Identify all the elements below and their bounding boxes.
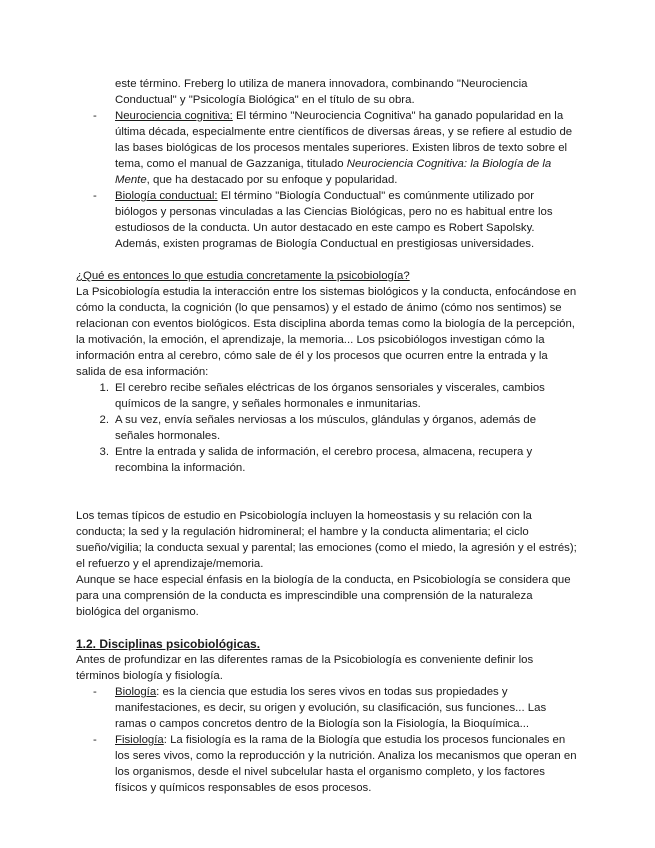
term-text-after: , que ha destacado por su enfoque y popularidad. (146, 174, 398, 186)
term-item-biologia-conductual (76, 188, 578, 252)
spacer (76, 252, 578, 268)
numbered-item-2 (76, 412, 578, 444)
definition-term: Biología (115, 686, 157, 698)
book-title: Neurociencia Cognitiva: la Biología de la Mente (115, 158, 552, 186)
section-intro: Antes de profundizar en las diferentes ramas de la Psicobiología es conveniente definir los términos biología y fisiología. (76, 654, 534, 682)
item-number: 1. (99, 382, 109, 394)
item-text: El cerebro recibe señales eléctricas de los órganos sensoriales y viscerales, cambios químicos de la sangre, y señales hormonales e inmunitarias. (115, 382, 545, 410)
definition-text: : es la ciencia que estudia los seres vivos en todas sus propiedades y manifestaciones, es decir, su origen y evolución, su clasificación, sus funciones... Las ramas o campos concretos dentro de la Biología son la Fisiología, la Bioquímica... (115, 686, 547, 730)
section-heading: 1.2. Disciplinas psicobiológicas. (76, 637, 261, 651)
intro-continuation: este término. Freberg lo utiliza de manera innovadora, combinando "Neurociencia Conductual" y "Psicología Biológica" en el título de su obra. (115, 78, 528, 106)
document-body (76, 76, 578, 796)
definition-text: : La fisiología es la rama de la Biología que estudia los procesos funcionales en los seres vivos, como la reproducción y la nutrición. Analiza los mecanismos que operan en los organismos, desde el nivel subcelular hasta el organismo completo, y los factores físicos y químicos responsables de esos procesos. (115, 734, 577, 794)
emphasis-paragraph: Aunque se hace especial énfasis en la biología de la conducta, en Psicobiología se considera que para una comprensión de la conducta es imprescindible una comprensión de la naturaleza biológica del organismo. (76, 574, 571, 618)
item-number: 3. (99, 446, 109, 458)
numbered-item-1 (76, 380, 578, 412)
bullet-dash: - (93, 190, 97, 202)
definition-term: Fisiología (115, 734, 164, 746)
spacer (76, 476, 578, 492)
term-text: El término "Biología Conductual" es comúnmente utilizado por biólogos y personas vinculadas a las Ciencias Biológicas, pero no es habitual entre los estudiosos de la conducta. Un autor destacado en este campo es Robert Sapolsky. Además, existen programas de Biología Conductual en prestigiosas universidades. (115, 190, 553, 250)
term-label: Neurociencia cognitiva: (115, 110, 233, 122)
item-number: 2. (99, 414, 109, 426)
spacer (76, 620, 578, 636)
definition-biologia (76, 684, 578, 732)
definition-fisiologia (76, 732, 578, 796)
term-label: Biología conductual: (115, 190, 218, 202)
question-paragraph: La Psicobiología estudia la interacción entre los sistemas biológicos y la conducta, enfocándose en cómo la conducta, la cognición (lo que pensamos) y el estado de ánimo (cómo nos sentimos) se relacionan con eventos biológicos. Esta disciplina aborda temas como la biología de la percepción, la motivación, la emoción, el aprendizaje, la memoria... Los psicobiólogos investigan cómo la información entra al cerebro, cómo sale de él y los procesos que ocurren entre la entrada y la salida de esa información: (76, 286, 577, 378)
bullet-dash: - (93, 686, 97, 698)
question-heading: ¿Qué es entonces lo que estudia concretamente la psicobiología? (76, 270, 410, 282)
item-text: Entre la entrada y salida de información, el cerebro procesa, almacena, recupera y recombina la información. (115, 446, 533, 474)
term-item-neurociencia (76, 108, 578, 188)
bullet-dash: - (93, 110, 97, 122)
topics-paragraph: Los temas típicos de estudio en Psicobiología incluyen la homeostasis y su relación con la conducta; la sed y la regulación hidromineral; el hambre y la conducta alimentaria; el ciclo sueño/vigilia; la conducta sexual y parental; las emociones (como el miedo, la agresión y el estrés); el refuerzo y el aprendizaje/memoria. (76, 510, 577, 570)
bullet-dash: - (93, 734, 97, 746)
numbered-item-3 (76, 444, 578, 476)
spacer (76, 492, 578, 508)
term-text: El término "Neurociencia Cognitiva" ha ganado popularidad en la última década, especialmente entre científicos de diversas áreas, y se refiere al estudio de las bases biológicas de los procesos mentales superiores. Existen libros de texto sobre el tema, como el manual de Gazzaniga, titulado (115, 110, 573, 170)
item-text: A su vez, envía señales nerviosas a los músculos, glándulas y órganos, además de señales hormonales. (115, 414, 537, 442)
